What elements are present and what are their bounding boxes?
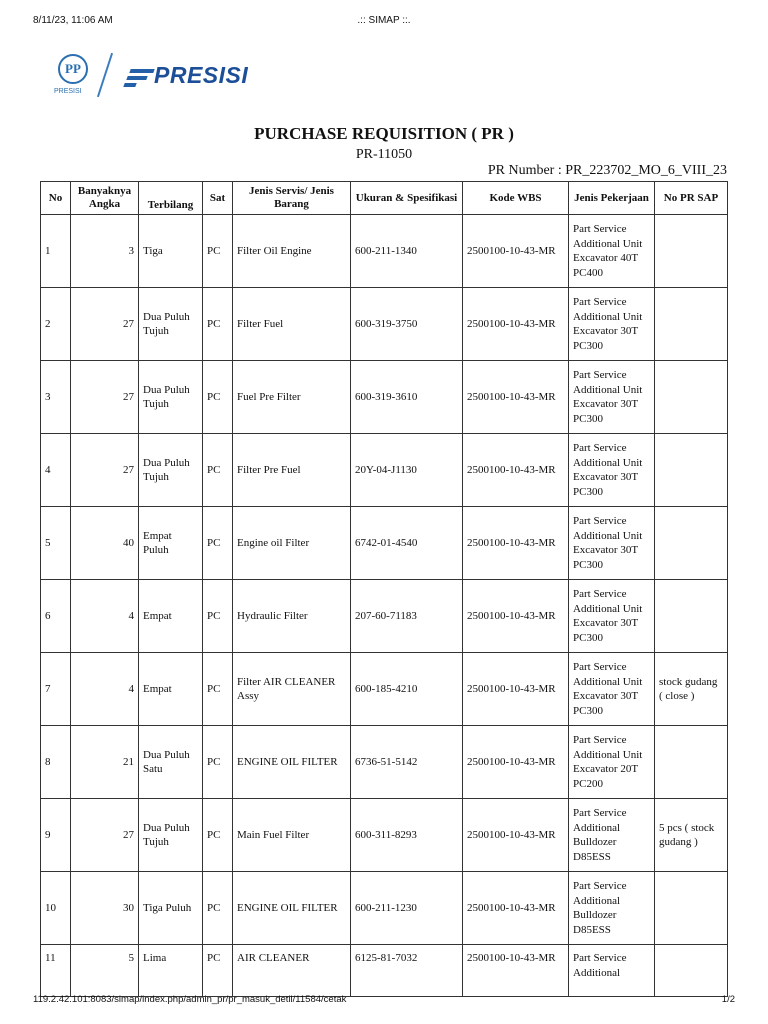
cell-pekerjaan: Part Service Additional Bulldozer D85ESS	[569, 872, 655, 945]
cell-pekerjaan: Part Service Additional Unit Excavator 30T PC300	[569, 361, 655, 434]
cell-ukuran: 600-211-1230	[351, 872, 463, 945]
table-row	[41, 872, 728, 945]
cell-sap	[655, 507, 728, 580]
cell-jenis: Filter Fuel	[233, 288, 351, 361]
cell-wbs: 2500100-10-43-MR	[463, 799, 569, 872]
cell-wbs: 2500100-10-43-MR	[463, 288, 569, 361]
cell-angka: 27	[71, 361, 139, 434]
cell-terbilang: Dua Puluh Tujuh	[139, 799, 203, 872]
print-footer	[0, 994, 768, 1008]
pp-logo-text: PP	[65, 61, 81, 76]
table-row	[41, 726, 728, 799]
cell-sat: PC	[203, 434, 233, 507]
cell-ukuran: 600-311-8293	[351, 799, 463, 872]
cell-sap	[655, 872, 728, 945]
pp-logo-icon	[58, 54, 88, 84]
cell-no: 5	[41, 507, 71, 580]
cell-no: 6	[41, 580, 71, 653]
cell-wbs: 2500100-10-43-MR	[463, 580, 569, 653]
cell-ukuran: 600-211-1340	[351, 215, 463, 288]
col-header-angka: Banyaknya Angka	[71, 182, 139, 215]
cell-no: 2	[41, 288, 71, 361]
cell-sat: PC	[203, 507, 233, 580]
cell-pekerjaan: Part Service Additional Unit Excavator 30T PC300	[569, 434, 655, 507]
page-number: 1/2	[721, 994, 735, 1005]
cell-sat: PC	[203, 215, 233, 288]
cell-sat: PC	[203, 653, 233, 726]
cell-pekerjaan: Part Service Additional Bulldozer D85ESS	[569, 799, 655, 872]
cell-sat: PC	[203, 945, 233, 997]
cell-no: 3	[41, 361, 71, 434]
cell-jenis: Filter Oil Engine	[233, 215, 351, 288]
cell-wbs: 2500100-10-43-MR	[463, 507, 569, 580]
cell-wbs: 2500100-10-43-MR	[463, 872, 569, 945]
cell-wbs: 2500100-10-43-MR	[463, 215, 569, 288]
cell-jenis: Filter AIR CLEANER Assy	[233, 653, 351, 726]
cell-jenis: Main Fuel Filter	[233, 799, 351, 872]
presisi-mark-icon	[124, 69, 154, 89]
document-title: PURCHASE REQUISITION ( PR )	[254, 124, 514, 143]
col-header-ukuran: Ukuran & Spesifikasi	[351, 182, 463, 215]
cell-ukuran: 207-60-71183	[351, 580, 463, 653]
cell-angka: 30	[71, 872, 139, 945]
cell-sap	[655, 580, 728, 653]
table-row	[41, 288, 728, 361]
cell-wbs: 2500100-10-43-MR	[463, 945, 569, 997]
col-header-jenis: Jenis Servis/ Jenis Barang	[233, 182, 351, 215]
cell-angka: 21	[71, 726, 139, 799]
cell-ukuran: 6125-81-7032	[351, 945, 463, 997]
cell-terbilang: Empat	[139, 653, 203, 726]
cell-no: 11	[41, 945, 71, 997]
cell-pekerjaan: Part Service Additional Unit Excavator 30T PC300	[569, 653, 655, 726]
table-row	[41, 434, 728, 507]
cell-no: 10	[41, 872, 71, 945]
window-title: .:: SIMAP ::.	[357, 15, 411, 26]
col-header-sat: Sat	[203, 182, 233, 215]
cell-angka: 40	[71, 507, 139, 580]
cell-sat: PC	[203, 580, 233, 653]
table-row	[41, 507, 728, 580]
cell-sap	[655, 726, 728, 799]
pr-number: PR Number : PR_223702_MO_6_VIII_23	[487, 163, 727, 178]
cell-wbs: 2500100-10-43-MR	[463, 434, 569, 507]
cell-jenis: ENGINE OIL FILTER	[233, 872, 351, 945]
logo-divider	[97, 53, 113, 97]
cell-pekerjaan: Part Service Additional Unit Excavator 30T PC300	[569, 288, 655, 361]
cell-angka: 3	[71, 215, 139, 288]
cell-pekerjaan: Part Service Additional Unit Excavator 20T PC200	[569, 726, 655, 799]
cell-terbilang: Lima	[139, 945, 203, 997]
cell-wbs: 2500100-10-43-MR	[463, 653, 569, 726]
cell-terbilang: Empat Puluh	[139, 507, 203, 580]
cell-sap: stock gudang ( close )	[655, 653, 728, 726]
cell-terbilang: Dua Puluh Tujuh	[139, 288, 203, 361]
cell-ukuran: 6742-01-4540	[351, 507, 463, 580]
cell-sat: PC	[203, 726, 233, 799]
cell-ukuran: 6736-51-5142	[351, 726, 463, 799]
cell-no: 7	[41, 653, 71, 726]
cell-sap: 5 pcs ( stock gudang )	[655, 799, 728, 872]
cell-pekerjaan: Part Service Additional Unit Excavator 40T PC400	[569, 215, 655, 288]
cell-no: 4	[41, 434, 71, 507]
table-row	[41, 580, 728, 653]
col-header-terbilang: Terbilang	[139, 182, 203, 215]
cell-jenis: Fuel Pre Filter	[233, 361, 351, 434]
pp-logo-subtext: PRESISI	[54, 88, 82, 95]
table-row	[41, 215, 728, 288]
cell-terbilang: Empat	[139, 580, 203, 653]
brand-wordmark: PRESISI	[154, 62, 249, 88]
cell-terbilang: Dua Puluh Tujuh	[139, 361, 203, 434]
cell-terbilang: Dua Puluh Tujuh	[139, 434, 203, 507]
cell-no: 1	[41, 215, 71, 288]
cell-pekerjaan: Part Service Additional	[569, 945, 655, 997]
cell-angka: 27	[71, 434, 139, 507]
table-row	[41, 945, 728, 997]
cell-wbs: 2500100-10-43-MR	[463, 726, 569, 799]
table-row	[41, 799, 728, 872]
cell-angka: 27	[71, 799, 139, 872]
cell-angka: 5	[71, 945, 139, 997]
cell-sat: PC	[203, 361, 233, 434]
cell-ukuran: 20Y-04-J1130	[351, 434, 463, 507]
col-header-wbs: Kode WBS	[463, 182, 569, 215]
cell-sap	[655, 361, 728, 434]
company-logo	[52, 50, 282, 102]
cell-sap	[655, 434, 728, 507]
cell-sat: PC	[203, 799, 233, 872]
cell-no: 8	[41, 726, 71, 799]
cell-no: 9	[41, 799, 71, 872]
cell-ukuran: 600-185-4210	[351, 653, 463, 726]
cell-terbilang: Dua Puluh Satu	[139, 726, 203, 799]
table-row	[41, 653, 728, 726]
requisition-table	[40, 181, 728, 997]
cell-jenis: Filter Pre Fuel	[233, 434, 351, 507]
cell-angka: 4	[71, 653, 139, 726]
cell-angka: 4	[71, 580, 139, 653]
cell-sap	[655, 288, 728, 361]
col-header-no: No	[41, 182, 71, 215]
col-header-pekerjaan: Jenis Pekerjaan	[569, 182, 655, 215]
print-header	[0, 15, 768, 31]
table-header-row	[41, 182, 728, 215]
cell-ukuran: 600-319-3750	[351, 288, 463, 361]
table-row	[41, 361, 728, 434]
cell-pekerjaan: Part Service Additional Unit Excavator 30T PC300	[569, 507, 655, 580]
cell-jenis: Engine oil Filter	[233, 507, 351, 580]
cell-terbilang: Tiga Puluh	[139, 872, 203, 945]
page-url: 119.2.42.101:8083/simap/index.php/admin_pr/pr_masuk_detil/11584/cetak	[33, 994, 347, 1005]
cell-sap	[655, 215, 728, 288]
cell-terbilang: Tiga	[139, 215, 203, 288]
cell-angka: 27	[71, 288, 139, 361]
cell-sat: PC	[203, 288, 233, 361]
cell-jenis: ENGINE OIL FILTER	[233, 726, 351, 799]
cell-ukuran: 600-319-3610	[351, 361, 463, 434]
cell-wbs: 2500100-10-43-MR	[463, 361, 569, 434]
col-header-sap: No PR SAP	[655, 182, 728, 215]
pr-code: PR-11050	[355, 147, 413, 162]
cell-sap	[655, 945, 728, 997]
cell-jenis: AIR CLEANER	[233, 945, 351, 997]
cell-jenis: Hydraulic Filter	[233, 580, 351, 653]
cell-sat: PC	[203, 872, 233, 945]
cell-pekerjaan: Part Service Additional Unit Excavator 30T PC300	[569, 580, 655, 653]
print-datetime: 8/11/23, 11:06 AM	[33, 15, 113, 26]
